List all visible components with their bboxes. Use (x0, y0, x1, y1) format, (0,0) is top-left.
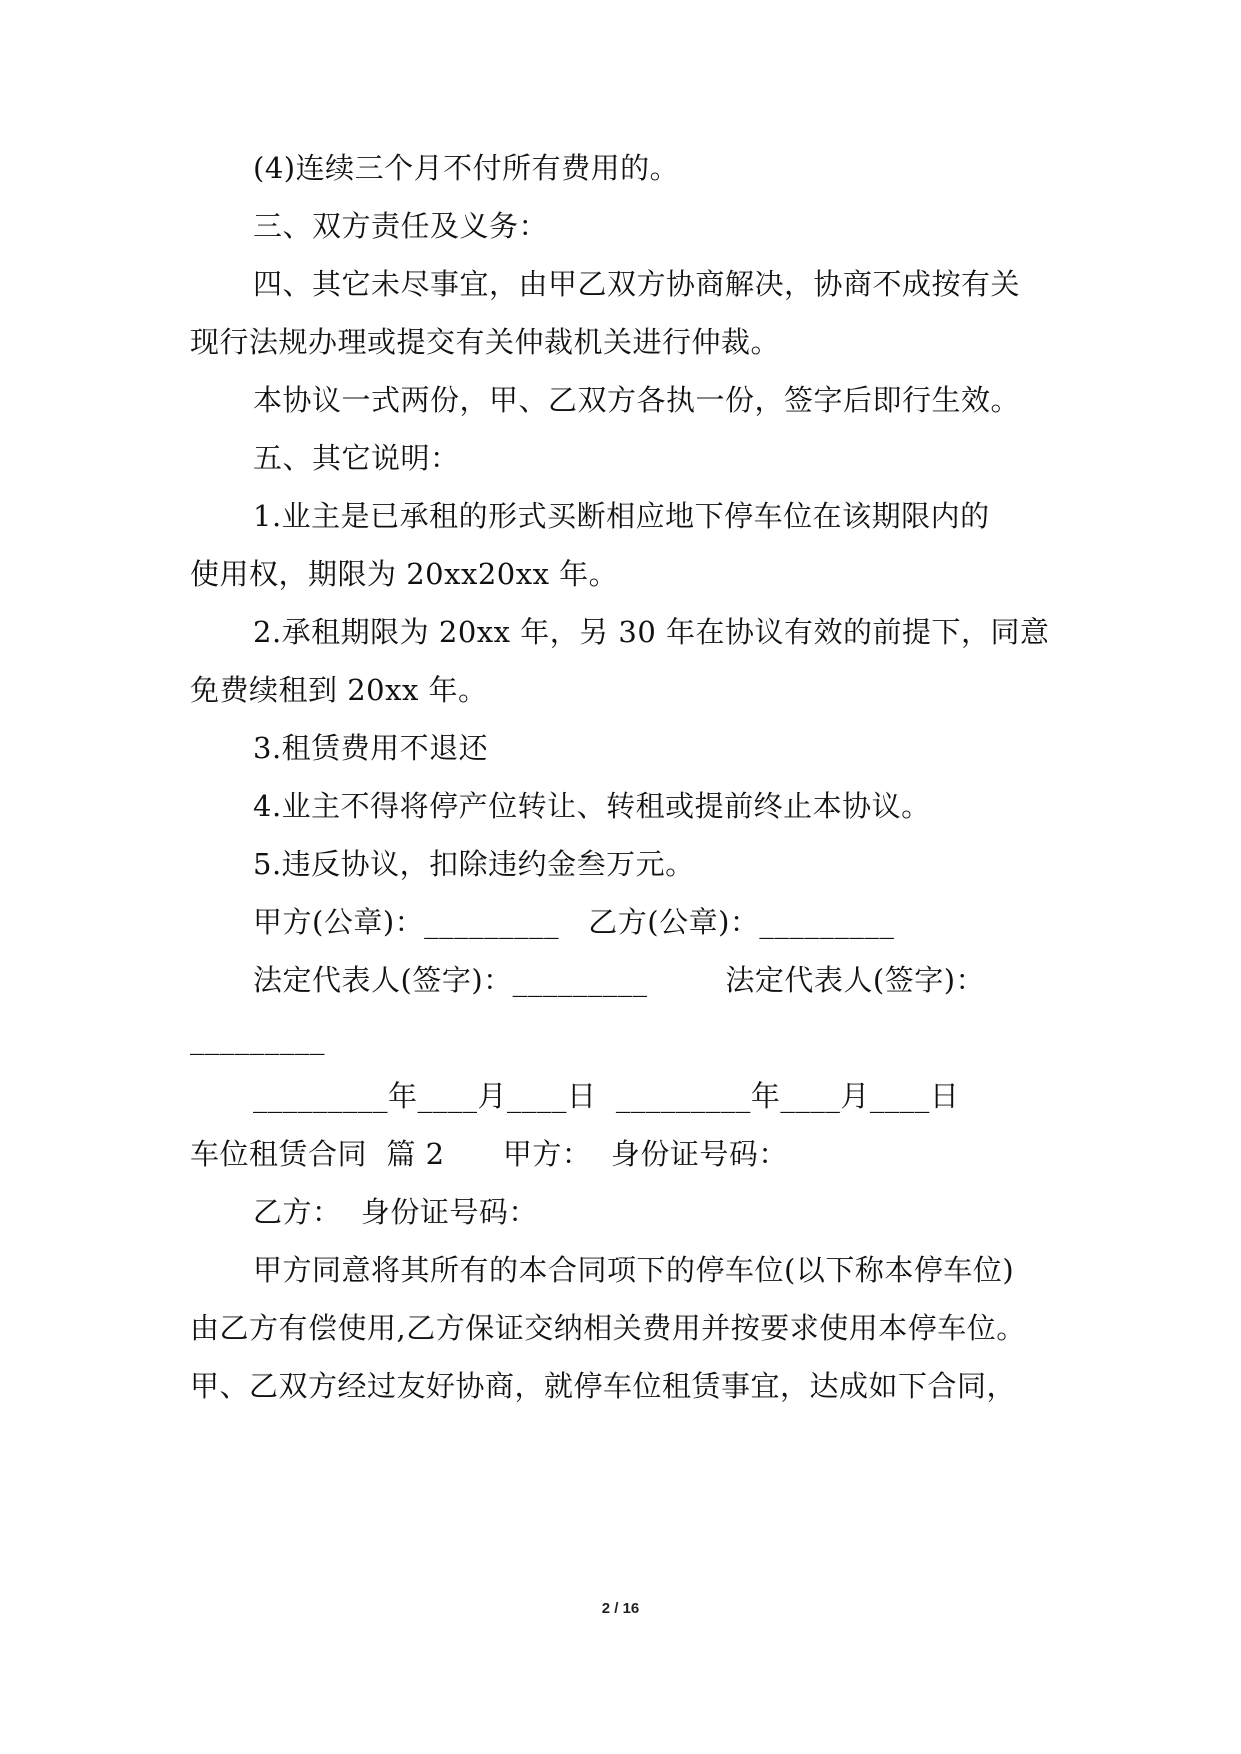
copies-clause: 本协议一式两份，甲、乙双方各执一份，签字后即行生效。 (253, 383, 1021, 417)
seal-signature-line: 甲方(公章)：_________ 乙方(公章)：_________ (253, 905, 895, 939)
section-3-heading: 三、双方责任及义务： (253, 209, 549, 243)
date-line: _________年____月____日 _________年____月____日 (253, 1079, 960, 1113)
note-3: 3.租赁费用不退还 (253, 731, 489, 765)
note-4: 4.业主不得将停产位转让、转租或提前终止本协议。 (253, 789, 931, 823)
section-5-heading: 五、其它说明： (253, 441, 460, 475)
note-5: 5.违反协议，扣除违约金叁万元。 (253, 847, 695, 881)
note-1-line-1: 1.业主是已承租的形式买断相应地下停车位在该期限内的 (253, 499, 990, 533)
representative-signature-line: 法定代表人(签字)：_________ 法定代表人(签字)： (253, 963, 986, 997)
note-2-line-2: 免费续租到 20xx 年。 (190, 673, 488, 707)
party-b-line: 乙方： 身份证号码： (253, 1195, 538, 1229)
contract-2-body-line-3: 甲、乙双方经过友好协商，就停车位租赁事宜，达成如下合同， (190, 1369, 1017, 1403)
note-2-line-1: 2.承租期限为 20xx 年，另 30 年在协议有效的前提下，同意 (253, 615, 1050, 649)
contract-2-body-line-2: 由乙方有偿使用,乙方保证交纳相关费用并按要求使用本停车位。 (190, 1311, 1026, 1345)
clause-4-text: (4)连续三个月不付所有费用的。 (253, 151, 680, 185)
section-4-text-line-2: 现行法规办理或提交有关仲裁机关进行仲裁。 (190, 325, 781, 359)
note-1-line-2: 使用权，期限为 20xx20xx 年。 (190, 557, 619, 591)
page-number: 2 / 16 (601, 1600, 640, 1617)
representative-signature-blank: _________ (190, 1021, 325, 1055)
contract-2-title-line: 车位租赁合同 篇 2 甲方： 身份证号码： (190, 1137, 788, 1171)
contract-2-body-line-1: 甲方同意将其所有的本合同项下的停车位(以下称本停车位) (253, 1253, 1015, 1287)
section-4-text-line-1: 四、其它未尽事宜，由甲乙双方协商解决，协商不成按有关 (253, 267, 1021, 301)
